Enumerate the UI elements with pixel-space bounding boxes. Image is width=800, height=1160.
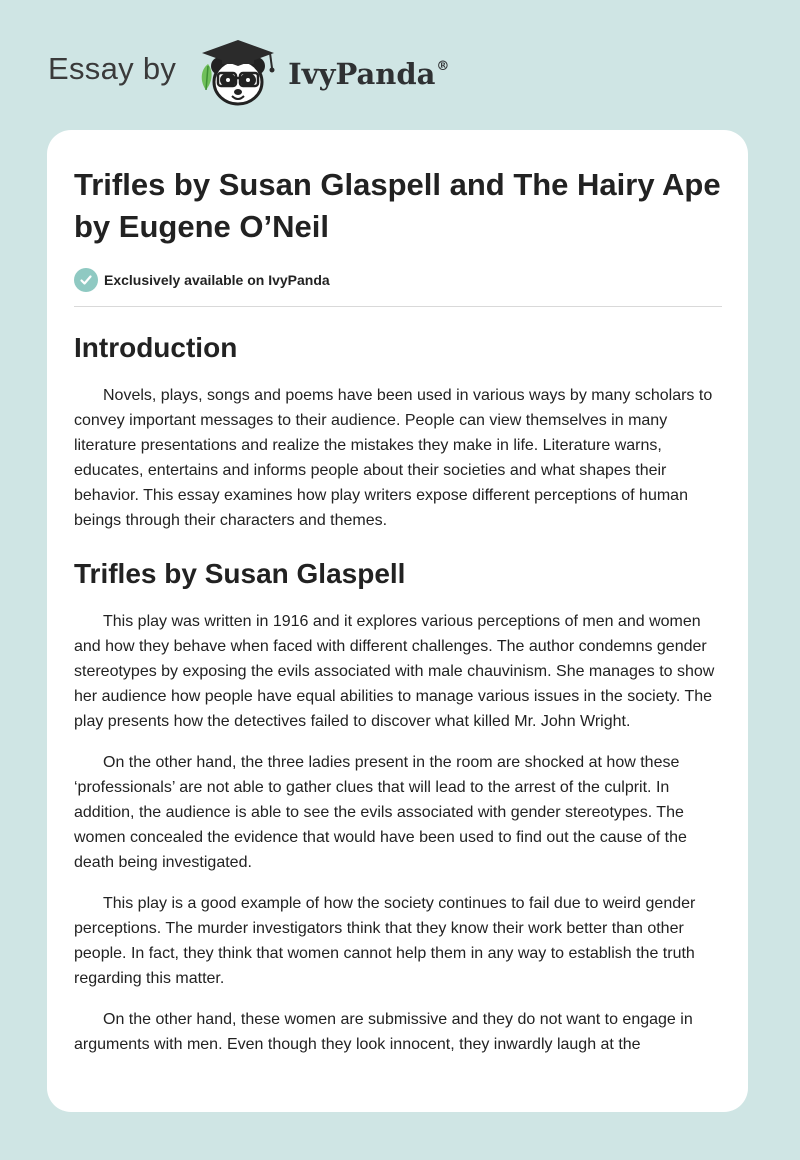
exclusive-badge <box>74 268 722 292</box>
section-paragraph: Novels, plays, songs and poems have been used in various ways by many scholars to convey important messages to their audience. People can view themselves in many literature presentations and realize the mistakes they make in life. Literature warns, educates, entertains and informs people about their societies and what shapes their behavior. This essay examines how play writers expose different perceptions of human beings through their characters and themes. <box>74 387 713 529</box>
divider <box>74 306 722 307</box>
site-header-logo[interactable] <box>48 36 449 108</box>
section-paragraph: This play was written in 1916 and it explores various perceptions of men and women and how they behave when faced with different challenges. The author condemns gender stereotypes by exposing the evils associated with male chauvinism. She manages to show her audience how people have equal abilities to manage various issues in the society. The play presents how the detectives failed to discover what killed Mr. John Wright. <box>74 613 715 730</box>
section-paragraph: On the other hand, these women are submissive and they do not want to engage in arguments with men. Even though they look innocent, they inwardly laugh at the <box>74 1011 693 1053</box>
brand-prefix: Essay by <box>48 51 177 86</box>
exclusive-badge-label: Exclusively available on IvyPanda <box>104 272 330 288</box>
registered-mark: ® <box>436 59 450 74</box>
essay-card <box>47 130 748 1112</box>
essay-title: Trifles by Susan Glaspell and The Hairy Ape by Eugene O’Neil <box>74 167 721 244</box>
section-paragraph: This play is a good example of how the society continues to fail due to weird gender perceptions. The murder investigators think that they know their work better than other people. In fact, they think that women cannot help them in any way to establish the truth regarding this matter. <box>74 895 696 987</box>
section-paragraph: On the other hand, the three ladies present in the room are shocked at how these ‘professionals’ are not able to gather clues that will lead to the arrest of the culprit. In addition, the audience is able to see the evils associated with gender stereotypes. The women concealed the evidence that would have been used to find out the cause of the death being investigated. <box>74 754 687 871</box>
section-heading: Trifles by Susan Glaspell <box>74 558 406 589</box>
panda-mascot-icon <box>192 36 284 108</box>
brand-name: IvyPanda® <box>288 57 450 91</box>
check-icon <box>74 268 98 292</box>
section-heading: Introduction <box>74 332 238 363</box>
